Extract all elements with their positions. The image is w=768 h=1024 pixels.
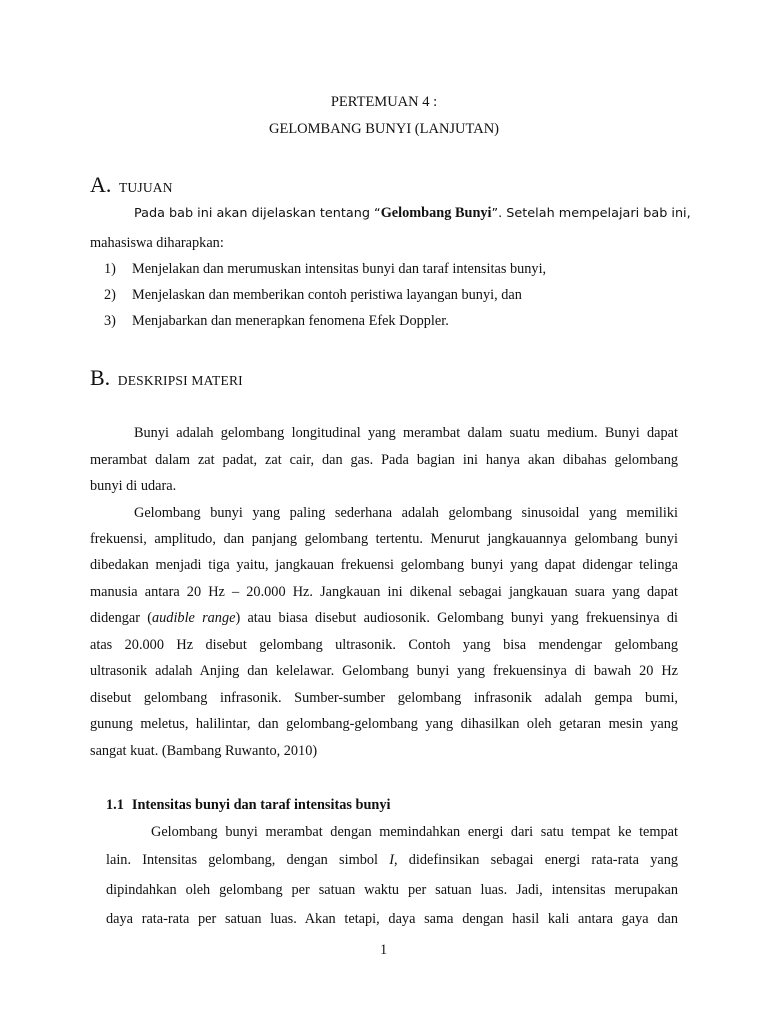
subsection-title: Intensitas bunyi dan taraf intensitas bunyi	[131, 797, 391, 813]
page-number: 1	[380, 942, 388, 958]
p2-line5-italic: audible range	[152, 610, 236, 626]
p2-line-3: dibedakan menjadi tiga yaitu, jangkauan frekuensi gelombang bunyi yang dapat didengar telinga	[90, 557, 678, 573]
intro-text-pre: Pada bab ini akan dijelaskan tentang “	[134, 206, 381, 221]
sub-line-1: Gelombang bunyi merambat dengan memindahkan energi dari satu tempat ke tempat	[151, 824, 678, 840]
p2-line-9: gunung meletus, halilintar, dan gelombang-gelombang yang dihasilkan oleh getaran mesin yang	[90, 716, 678, 732]
p2-line-1: Gelombang bunyi yang paling sederhana adalah gelombang sinusoidal yang memiliki	[134, 505, 678, 521]
objective-number: 1)	[104, 261, 116, 277]
p2-line-8: disebut gelombang infrasonik. Sumber-sumber gelombang infrasonik adalah gempa bumi,	[90, 690, 678, 706]
sub-line-2	[106, 852, 678, 869]
section-b-letter: B.	[90, 365, 111, 390]
sub-line2-post: , didefinsikan sebagai energi rata-rata yang	[393, 852, 678, 868]
objective-text: Menjabarkan dan menerapkan fenomena Efek Doppler.	[132, 313, 449, 329]
objective-number: 3)	[104, 313, 116, 329]
p2-line5-post: ) atau biasa disebut audiosonik. Gelombang bunyi yang frekuensinya di	[235, 610, 678, 626]
intensity-symbol: I	[389, 852, 394, 868]
p2-line-6: atas 20.000 Hz disebut gelombang ultrasonik. Contoh yang bisa mendengar gelombang	[90, 637, 678, 653]
section-a-heading	[90, 172, 173, 198]
intro-text-post: ”. Setelah mempelajari bab ini,	[491, 206, 691, 221]
objective-item-3	[104, 313, 449, 330]
section-b-heading	[90, 365, 243, 391]
section-a-title: TUJUAN	[118, 180, 173, 195]
page-title-line1: PERTEMUAN 4 :	[330, 94, 438, 110]
intro-text-bold: Gelombang Bunyi	[380, 205, 492, 221]
section-b-title: DESKRIPSI MATERI	[117, 373, 243, 388]
p2-line-10: sangat kuat. (Bambang Ruwanto, 2010)	[90, 743, 318, 759]
objective-text: Menjelaskan dan memberikan contoh peristiwa layangan bunyi, dan	[132, 287, 522, 303]
p2-line-4: manusia antara 20 Hz – 20.000 Hz. Jangkauan ini dikenal sebagai jangkauan suara yang dapat	[90, 584, 678, 600]
p2-line-2: frekuensi, amplitudo, dan panjang gelombang tertentu. Menurut jangkauannya gelombang bunyi	[90, 531, 678, 547]
objective-text: Menjelakan dan merumuskan intensitas bunyi dan taraf intensitas bunyi,	[132, 261, 547, 277]
objective-item-1	[104, 261, 546, 278]
p2-line5-pre: didengar (	[90, 610, 152, 626]
objective-number: 2)	[104, 287, 116, 303]
p2-line-5	[90, 610, 678, 627]
p1-line-1: Bunyi adalah gelombang longitudinal yang merambat dalam suatu medium. Bunyi dapat	[134, 425, 678, 441]
subsection-number: 1.1	[106, 797, 124, 813]
p2-line-7: ultrasonik adalah Anjing dan kelelawar. Gelombang bunyi yang frekuensinya di bawah 20 Hz	[90, 663, 678, 679]
p1-line-3: bunyi di udara.	[90, 478, 177, 494]
sub-line-4: daya rata-rata per satuan luas. Akan tetapi, daya sama dengan hasil kali antara gaya dan	[106, 911, 678, 927]
objective-item-2	[104, 287, 522, 304]
section-a-intro-line1	[134, 205, 691, 222]
p1-line-2: merambat dalam zat padat, zat cair, dan gas. Pada bagian ini hanya akan dibahas gelombang	[90, 452, 678, 468]
page-title-line2: GELOMBANG BUNYI (LANJUTAN)	[268, 121, 499, 137]
section-a-letter: A.	[90, 172, 112, 197]
sub-line-3: dipindahkan oleh gelombang per satuan waktu per satuan luas. Jadi, intensitas merupakan	[106, 882, 678, 898]
sub-line2-pre: lain. Intensitas gelombang, dengan simbol	[106, 852, 390, 868]
section-a-intro-line2: mahasiswa diharapkan:	[90, 235, 224, 251]
subsection-heading	[106, 797, 390, 814]
